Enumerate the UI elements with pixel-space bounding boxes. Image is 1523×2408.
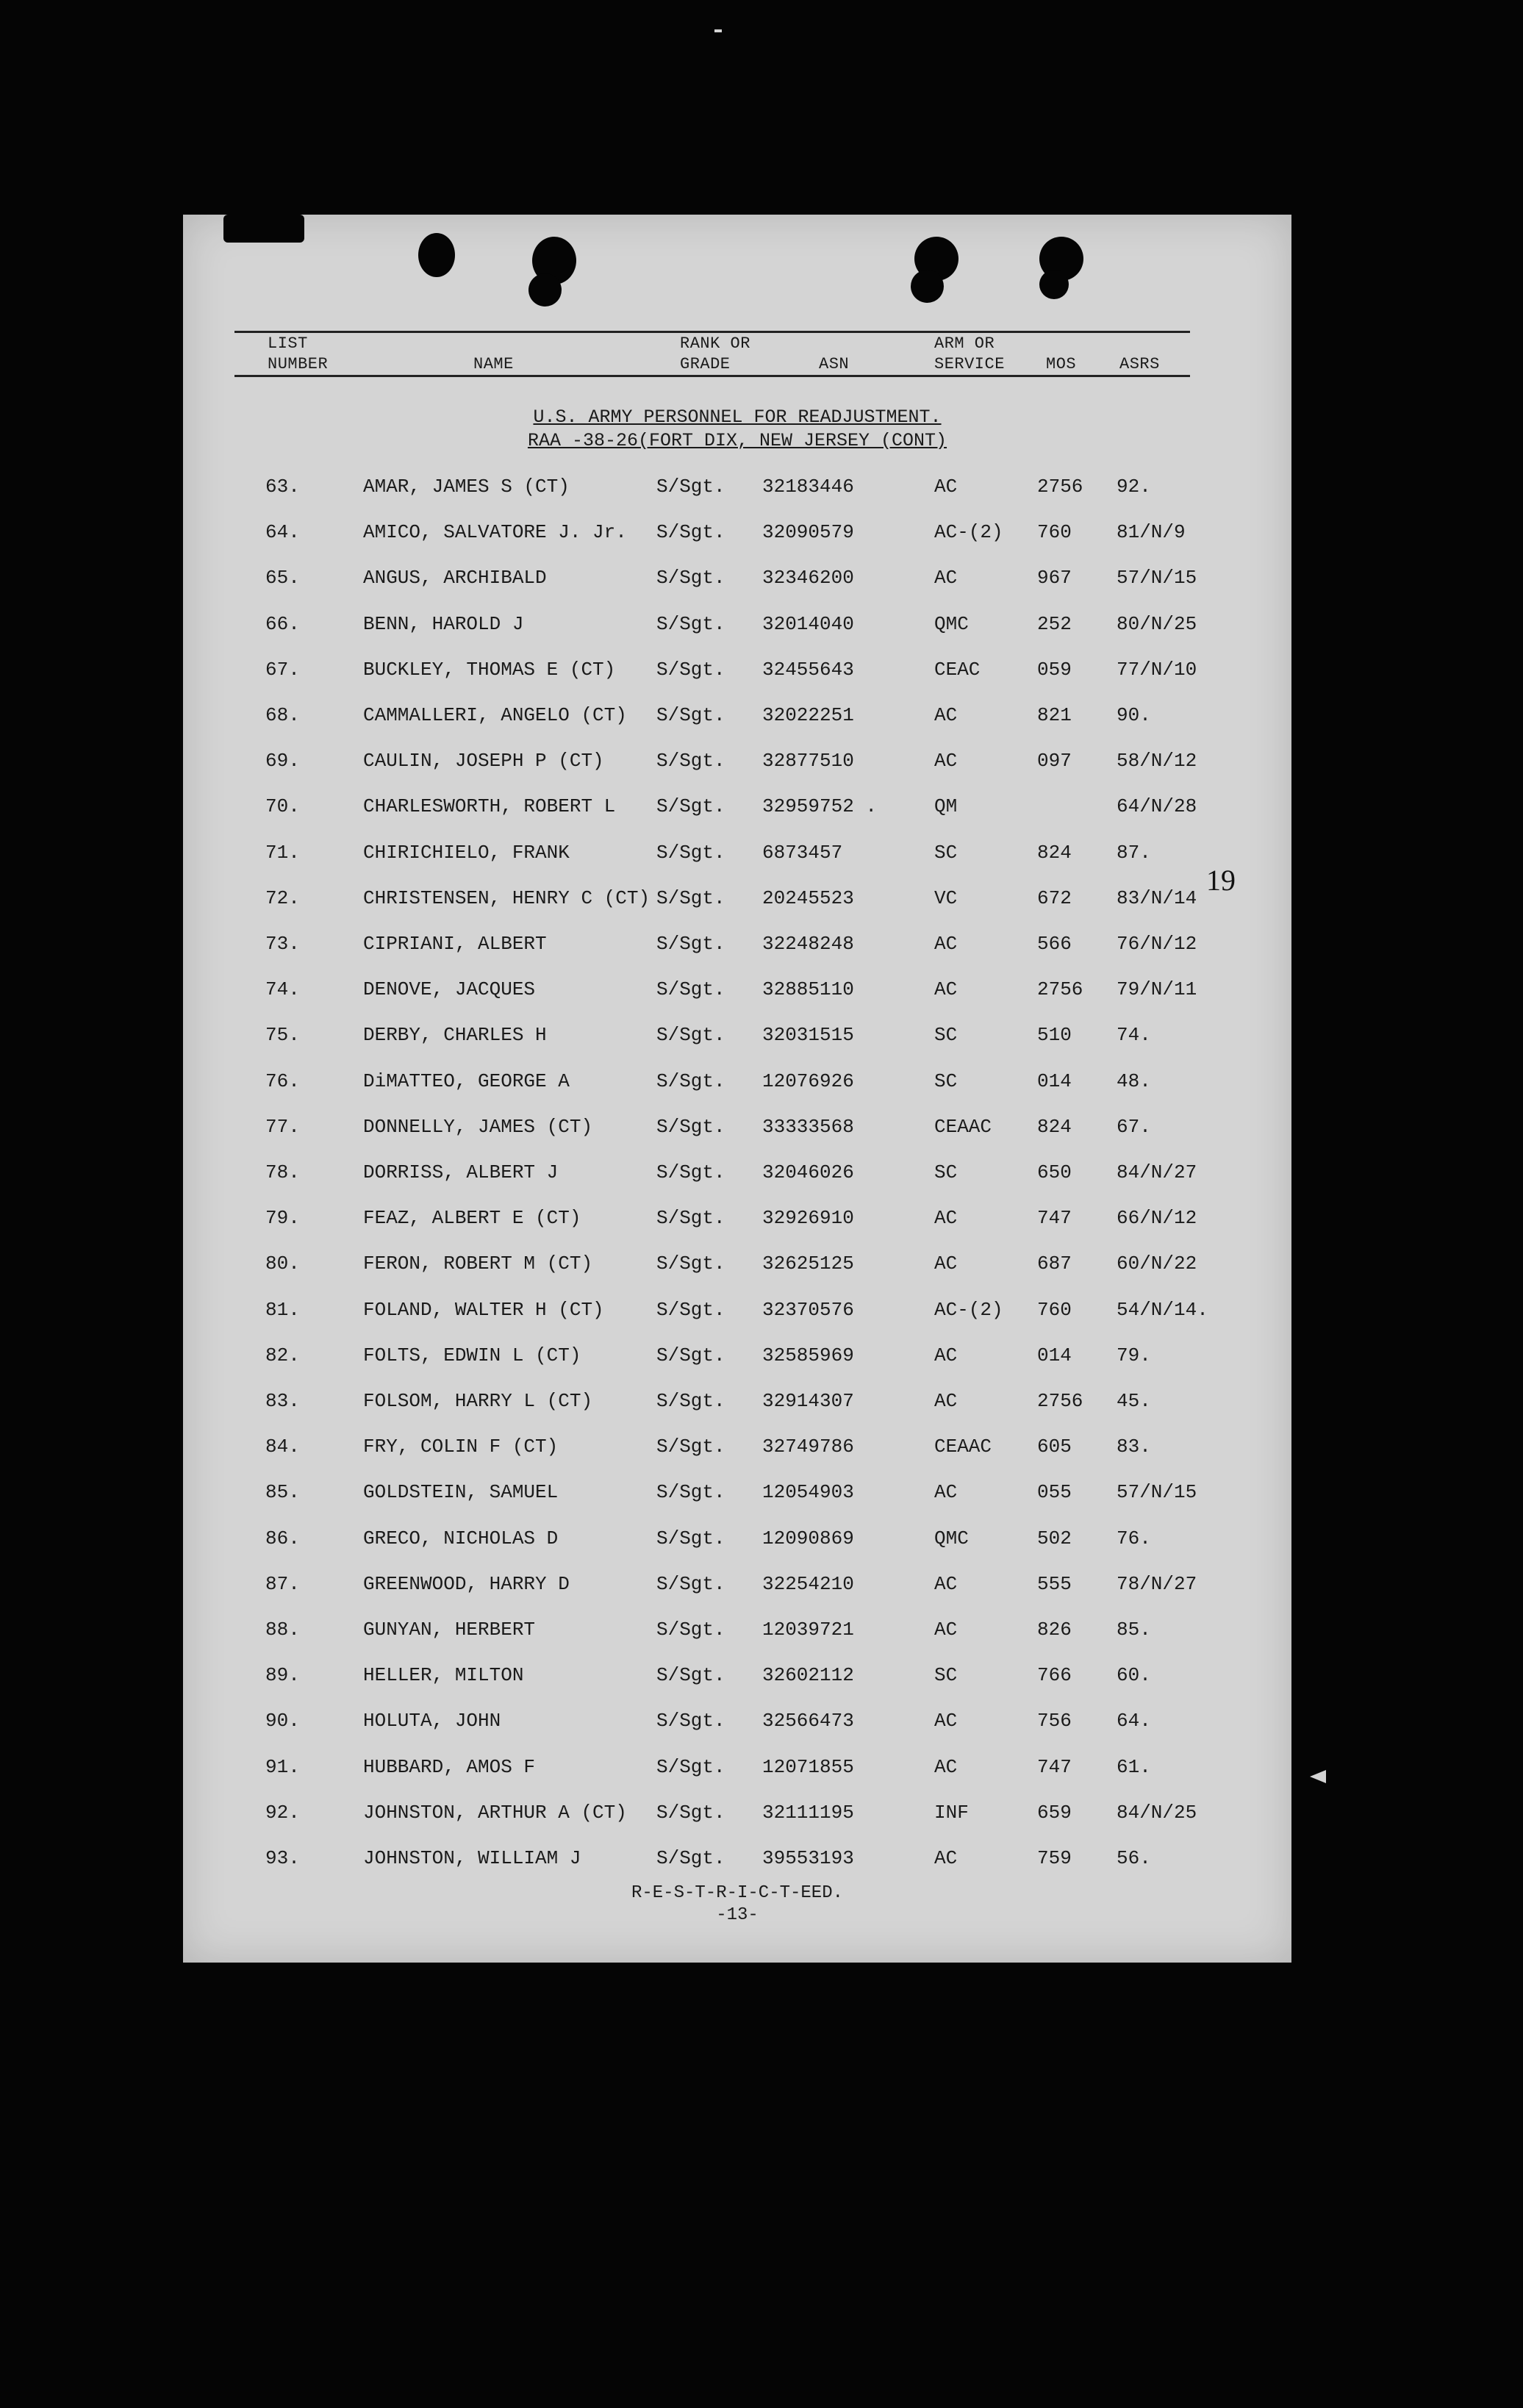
table-row: [183, 1390, 1291, 1419]
cell-list-number: 75.: [265, 1024, 300, 1047]
cell-rank: S/Sgt.: [656, 1298, 725, 1321]
cell-arm-service: VC: [934, 886, 958, 909]
header-asrs: ASRS: [1119, 355, 1160, 373]
cell-rank: S/Sgt.: [656, 476, 725, 498]
table-row: [183, 1710, 1291, 1739]
cell-asrs: 45.: [1117, 1390, 1151, 1412]
cell-name: HUBBARD, AMOS F: [363, 1755, 536, 1778]
cell-asrs: 79.: [1117, 1344, 1151, 1366]
edge-mark: [223, 215, 304, 243]
table-row: [183, 750, 1291, 779]
cell-asrs: 60.: [1117, 1664, 1151, 1687]
cell-asn: 32602112: [762, 1664, 854, 1687]
cell-asn: 32022251: [762, 704, 854, 726]
cell-asn: 32959752 .: [762, 795, 878, 818]
cell-rank: S/Sgt.: [656, 1390, 725, 1412]
table-row: [183, 1436, 1291, 1465]
cell-asrs: 85.: [1117, 1619, 1151, 1641]
cell-list-number: 69.: [265, 750, 300, 773]
cell-asrs: 67.: [1117, 1115, 1151, 1138]
cell-list-number: 92.: [265, 1801, 300, 1824]
table-row: [183, 978, 1291, 1008]
cell-asn: 32046026: [762, 1161, 854, 1183]
cell-arm-service: INF: [934, 1801, 969, 1824]
table-row: [183, 1344, 1291, 1374]
cell-list-number: 70.: [265, 795, 300, 818]
cell-arm-service: AC: [934, 1481, 958, 1504]
table-row: [183, 933, 1291, 962]
cell-arm-service: AC: [934, 750, 958, 773]
cell-asrs: 61.: [1117, 1755, 1151, 1778]
cell-arm-service: QM: [934, 795, 958, 818]
table-row: [183, 567, 1291, 596]
cell-name: GOLDSTEIN, SAMUEL: [363, 1481, 559, 1504]
cell-asn: 6873457: [762, 841, 843, 864]
cell-asn: 12039721: [762, 1619, 854, 1641]
cell-arm-service: AC: [934, 1207, 958, 1230]
cell-list-number: 65.: [265, 567, 300, 590]
cell-mos: 097: [1037, 750, 1072, 773]
cell-asrs: 83/N/14: [1117, 886, 1197, 909]
cell-name: DORRISS, ALBERT J: [363, 1161, 559, 1183]
table-row: [183, 1802, 1291, 1831]
cell-name: AMICO, SALVATORE J. Jr.: [363, 521, 627, 544]
cell-asn: 32346200: [762, 567, 854, 590]
cell-mos: 759: [1037, 1847, 1072, 1869]
cell-list-number: 82.: [265, 1344, 300, 1366]
table-row: [183, 1161, 1291, 1191]
cell-mos: 2756: [1037, 978, 1083, 1001]
cell-arm-service: CEAAC: [934, 1115, 992, 1138]
cell-mos: 967: [1037, 567, 1072, 590]
cell-arm-service: CEAAC: [934, 1436, 992, 1458]
cell-rank: S/Sgt.: [656, 1755, 725, 1778]
cell-list-number: 86.: [265, 1527, 300, 1549]
cell-arm-service: AC: [934, 1572, 958, 1595]
header-top-rule: [234, 331, 1190, 333]
cell-rank: S/Sgt.: [656, 1664, 725, 1687]
title-line-2: RAA -38-26(FORT DIX, NEW JERSEY (CONT): [527, 430, 947, 451]
table-row: [183, 1299, 1291, 1328]
cell-asrs: 48.: [1117, 1069, 1151, 1092]
cell-rank: S/Sgt.: [656, 1024, 725, 1047]
cell-list-number: 88.: [265, 1619, 300, 1641]
table-row: [183, 1116, 1291, 1145]
cell-asn: 39553193: [762, 1847, 854, 1869]
cell-name: DiMATTEO, GEORGE A: [363, 1069, 570, 1092]
cell-asrs: 80/N/25: [1117, 612, 1197, 635]
cell-asn: 32370576: [762, 1298, 854, 1321]
cell-mos: 659: [1037, 1801, 1072, 1824]
cell-rank: S/Sgt.: [656, 841, 725, 864]
cell-rank: S/Sgt.: [656, 1710, 725, 1732]
cell-list-number: 73.: [265, 933, 300, 955]
cell-name: DONNELLY, JAMES (CT): [363, 1115, 593, 1138]
cell-list-number: 74.: [265, 978, 300, 1001]
cell-asn: 32014040: [762, 612, 854, 635]
cell-rank: S/Sgt.: [656, 795, 725, 818]
cell-asrs: 76/N/12: [1117, 933, 1197, 955]
punch-hole: [1039, 270, 1069, 299]
cell-list-number: 90.: [265, 1710, 300, 1732]
header-rank: RANK OR GRADE: [680, 334, 750, 373]
header-asn: ASN: [819, 355, 850, 373]
cell-arm-service: CEAC: [934, 658, 981, 681]
cell-arm-service: AC: [934, 1755, 958, 1778]
cell-rank: S/Sgt.: [656, 1801, 725, 1824]
cell-mos: 672: [1037, 886, 1072, 909]
cell-name: CHIRICHIELO, FRANK: [363, 841, 570, 864]
cell-arm-service: AC: [934, 567, 958, 590]
table-row: [183, 704, 1291, 734]
cell-name: CHRISTENSEN, HENRY C (CT): [363, 886, 651, 909]
cell-asn: 32183446: [762, 476, 854, 498]
cell-list-number: 80.: [265, 1253, 300, 1275]
cell-list-number: 68.: [265, 704, 300, 726]
cell-rank: S/Sgt.: [656, 1481, 725, 1504]
cell-list-number: 72.: [265, 886, 300, 909]
cell-rank: S/Sgt.: [656, 750, 725, 773]
table-row: [183, 1664, 1291, 1694]
cell-list-number: 84.: [265, 1436, 300, 1458]
cell-mos: 821: [1037, 704, 1072, 726]
cell-arm-service: SC: [934, 1664, 958, 1687]
cell-list-number: 89.: [265, 1664, 300, 1687]
cell-list-number: 64.: [265, 521, 300, 544]
cell-mos: 824: [1037, 841, 1072, 864]
table-row: [183, 476, 1291, 505]
cell-rank: S/Sgt.: [656, 1572, 725, 1595]
cell-name: DERBY, CHARLES H: [363, 1024, 547, 1047]
edge-mark: [1310, 1770, 1326, 1783]
document-title: [183, 406, 1291, 453]
cell-asn: 12071855: [762, 1755, 854, 1778]
table-row: [183, 1207, 1291, 1236]
cell-arm-service: AC-(2): [934, 1298, 1003, 1321]
cell-asn: 32031515: [762, 1024, 854, 1047]
cell-rank: S/Sgt.: [656, 933, 725, 955]
cell-mos: 824: [1037, 1115, 1072, 1138]
cell-asrs: 83.: [1117, 1436, 1151, 1458]
cell-asn: 32926910: [762, 1207, 854, 1230]
cell-arm-service: AC: [934, 978, 958, 1001]
cell-asn: 20245523: [762, 886, 854, 909]
cell-arm-service: AC: [934, 1847, 958, 1869]
cell-rank: S/Sgt.: [656, 1344, 725, 1366]
cell-list-number: 93.: [265, 1847, 300, 1869]
cell-mos: 760: [1037, 521, 1072, 544]
table-row: [183, 1024, 1291, 1053]
cell-name: FEAZ, ALBERT E (CT): [363, 1207, 581, 1230]
cell-arm-service: AC: [934, 1619, 958, 1641]
cell-asn: 12054903: [762, 1481, 854, 1504]
header-bottom-rule: [234, 375, 1190, 377]
cell-asn: 32585969: [762, 1344, 854, 1366]
cell-mos: 014: [1037, 1069, 1072, 1092]
cell-asn: 32749786: [762, 1436, 854, 1458]
cell-asrs: 54/N/14.: [1117, 1298, 1208, 1321]
page-number: -13-: [716, 1905, 759, 1925]
cell-name: HOLUTA, JOHN: [363, 1710, 501, 1732]
table-row: [183, 1481, 1291, 1511]
cell-mos: 555: [1037, 1572, 1072, 1595]
cell-mos: 826: [1037, 1619, 1072, 1641]
cell-asrs: 64.: [1117, 1710, 1151, 1732]
cell-mos: 766: [1037, 1664, 1072, 1687]
cell-rank: S/Sgt.: [656, 658, 725, 681]
cell-name: CIPRIANI, ALBERT: [363, 933, 547, 955]
cell-rank: S/Sgt.: [656, 1527, 725, 1549]
table-row: [183, 1756, 1291, 1785]
cell-asrs: 74.: [1117, 1024, 1151, 1047]
cell-name: CAMMALLERI, ANGELO (CT): [363, 704, 627, 726]
header-name: NAME: [473, 355, 514, 373]
header-list-number: LIST NUMBER: [268, 334, 329, 373]
cell-name: FOLSOM, HARRY L (CT): [363, 1390, 593, 1412]
cell-arm-service: AC: [934, 704, 958, 726]
cell-asrs: 57/N/15: [1117, 1481, 1197, 1504]
cell-list-number: 79.: [265, 1207, 300, 1230]
punch-hole: [911, 270, 944, 303]
cell-asrs: 90.: [1117, 704, 1151, 726]
cell-arm-service: SC: [934, 1069, 958, 1092]
cell-arm-service: AC: [934, 1390, 958, 1412]
cell-rank: S/Sgt.: [656, 1161, 725, 1183]
cell-mos: 687: [1037, 1253, 1072, 1275]
cell-name: GREENWOOD, HARRY D: [363, 1572, 570, 1595]
cell-arm-service: SC: [934, 1024, 958, 1047]
cell-name: CHARLESWORTH, ROBERT L: [363, 795, 616, 818]
cell-name: JOHNSTON, WILLIAM J: [363, 1847, 581, 1869]
cell-asrs: 58/N/12: [1117, 750, 1197, 773]
cell-list-number: 85.: [265, 1481, 300, 1504]
cell-asrs: 57/N/15: [1117, 567, 1197, 590]
cell-rank: S/Sgt.: [656, 1847, 725, 1869]
cell-asrs: 64/N/28: [1117, 795, 1197, 818]
cell-mos: 650: [1037, 1161, 1072, 1183]
cell-asn: 32566473: [762, 1710, 854, 1732]
cell-asrs: 92.: [1117, 476, 1151, 498]
punch-hole: [418, 233, 455, 277]
cell-arm-service: SC: [934, 1161, 958, 1183]
cell-mos: 756: [1037, 1710, 1072, 1732]
cell-list-number: 71.: [265, 841, 300, 864]
cell-name: FOLAND, WALTER H (CT): [363, 1298, 604, 1321]
cell-name: FRY, COLIN F (CT): [363, 1436, 559, 1458]
table-row: [183, 659, 1291, 688]
cell-mos: 566: [1037, 933, 1072, 955]
table-row: [183, 1253, 1291, 1282]
cell-rank: S/Sgt.: [656, 521, 725, 544]
cell-name: FERON, ROBERT M (CT): [363, 1253, 593, 1275]
cell-rank: S/Sgt.: [656, 1253, 725, 1275]
cell-mos: 2756: [1037, 476, 1083, 498]
header-arm: ARM OR SERVICE: [934, 334, 1005, 373]
cell-list-number: 76.: [265, 1069, 300, 1092]
cell-asrs: 56.: [1117, 1847, 1151, 1869]
cell-arm-service: AC: [934, 933, 958, 955]
cell-rank: S/Sgt.: [656, 978, 725, 1001]
cell-list-number: 81.: [265, 1298, 300, 1321]
cell-rank: S/Sgt.: [656, 1207, 725, 1230]
document-page: [183, 215, 1291, 1963]
cell-list-number: 67.: [265, 658, 300, 681]
cell-arm-service: AC-(2): [934, 521, 1003, 544]
cell-name: ANGUS, ARCHIBALD: [363, 567, 547, 590]
cell-list-number: 77.: [265, 1115, 300, 1138]
cell-arm-service: AC: [934, 1710, 958, 1732]
cell-mos: 760: [1037, 1298, 1072, 1321]
cell-asn: 32248248: [762, 933, 854, 955]
table-row: [183, 1070, 1291, 1100]
cell-mos: 747: [1037, 1207, 1072, 1230]
cell-rank: S/Sgt.: [656, 886, 725, 909]
cell-arm-service: AC: [934, 1253, 958, 1275]
cell-mos: 2756: [1037, 1390, 1083, 1412]
cell-asrs: 76.: [1117, 1527, 1151, 1549]
table-row: [183, 521, 1291, 551]
table-row: [183, 795, 1291, 825]
cell-asn: 32877510: [762, 750, 854, 773]
cell-asn: 32914307: [762, 1390, 854, 1412]
cell-list-number: 87.: [265, 1572, 300, 1595]
cell-asn: 12076926: [762, 1069, 854, 1092]
cell-arm-service: QMC: [934, 1527, 969, 1549]
table-row: [183, 887, 1291, 917]
table-row: [183, 1847, 1291, 1877]
edge-mark: [714, 29, 722, 32]
cell-mos: 510: [1037, 1024, 1072, 1047]
cell-asn: 32254210: [762, 1572, 854, 1595]
cell-asn: 33333568: [762, 1115, 854, 1138]
header-mos: MOS: [1046, 355, 1077, 373]
cell-mos: 014: [1037, 1344, 1072, 1366]
cell-rank: S/Sgt.: [656, 1069, 725, 1092]
cell-rank: S/Sgt.: [656, 1436, 725, 1458]
page-stamp: 19: [1206, 864, 1236, 897]
table-row: [183, 613, 1291, 642]
cell-list-number: 91.: [265, 1755, 300, 1778]
cell-asn: 32455643: [762, 658, 854, 681]
table-row: [183, 1573, 1291, 1602]
cell-asrs: 79/N/11: [1117, 978, 1197, 1001]
table-row: [183, 1527, 1291, 1557]
cell-asrs: 77/N/10: [1117, 658, 1197, 681]
cell-list-number: 83.: [265, 1390, 300, 1412]
cell-asn: 32111195: [762, 1801, 854, 1824]
cell-rank: S/Sgt.: [656, 1619, 725, 1641]
cell-mos: 055: [1037, 1481, 1072, 1504]
cell-asn: 32090579: [762, 521, 854, 544]
cell-rank: S/Sgt.: [656, 1115, 725, 1138]
cell-arm-service: SC: [934, 841, 958, 864]
cell-asn: 32625125: [762, 1253, 854, 1275]
cell-mos: 605: [1037, 1436, 1072, 1458]
cell-arm-service: AC: [934, 476, 958, 498]
cell-rank: S/Sgt.: [656, 567, 725, 590]
cell-rank: S/Sgt.: [656, 704, 725, 726]
cell-name: BENN, HAROLD J: [363, 612, 524, 635]
cell-name: BUCKLEY, THOMAS E (CT): [363, 658, 616, 681]
title-line-1: U.S. ARMY PERSONNEL FOR READJUSTMENT.: [533, 406, 942, 428]
restricted-footer: R-E-S-T-R-I-C-T-EED.: [631, 1883, 844, 1903]
cell-name: AMAR, JAMES S (CT): [363, 476, 570, 498]
cell-asn: 12090869: [762, 1527, 854, 1549]
cell-asrs: 87.: [1117, 841, 1151, 864]
cell-name: JOHNSTON, ARTHUR A (CT): [363, 1801, 627, 1824]
table-row: [183, 1619, 1291, 1648]
cell-asrs: 84/N/27: [1117, 1161, 1197, 1183]
cell-name: GUNYAN, HERBERT: [363, 1619, 536, 1641]
cell-asrs: 84/N/25: [1117, 1801, 1197, 1824]
cell-list-number: 66.: [265, 612, 300, 635]
cell-asrs: 60/N/22: [1117, 1253, 1197, 1275]
cell-mos: 502: [1037, 1527, 1072, 1549]
cell-mos: 059: [1037, 658, 1072, 681]
cell-arm-service: QMC: [934, 612, 969, 635]
table-row: [183, 842, 1291, 871]
cell-list-number: 63.: [265, 476, 300, 498]
cell-name: HELLER, MILTON: [363, 1664, 524, 1687]
punch-hole: [528, 273, 562, 307]
cell-mos: 252: [1037, 612, 1072, 635]
cell-arm-service: AC: [934, 1344, 958, 1366]
cell-name: CAULIN, JOSEPH P (CT): [363, 750, 604, 773]
cell-name: DENOVE, JACQUES: [363, 978, 536, 1001]
cell-rank: S/Sgt.: [656, 612, 725, 635]
cell-name: FOLTS, EDWIN L (CT): [363, 1344, 581, 1366]
cell-asrs: 66/N/12: [1117, 1207, 1197, 1230]
cell-asn: 32885110: [762, 978, 854, 1001]
cell-mos: 747: [1037, 1755, 1072, 1778]
cell-list-number: 78.: [265, 1161, 300, 1183]
cell-asrs: 81/N/9: [1117, 521, 1186, 544]
cell-name: GRECO, NICHOLAS D: [363, 1527, 559, 1549]
cell-asrs: 78/N/27: [1117, 1572, 1197, 1595]
